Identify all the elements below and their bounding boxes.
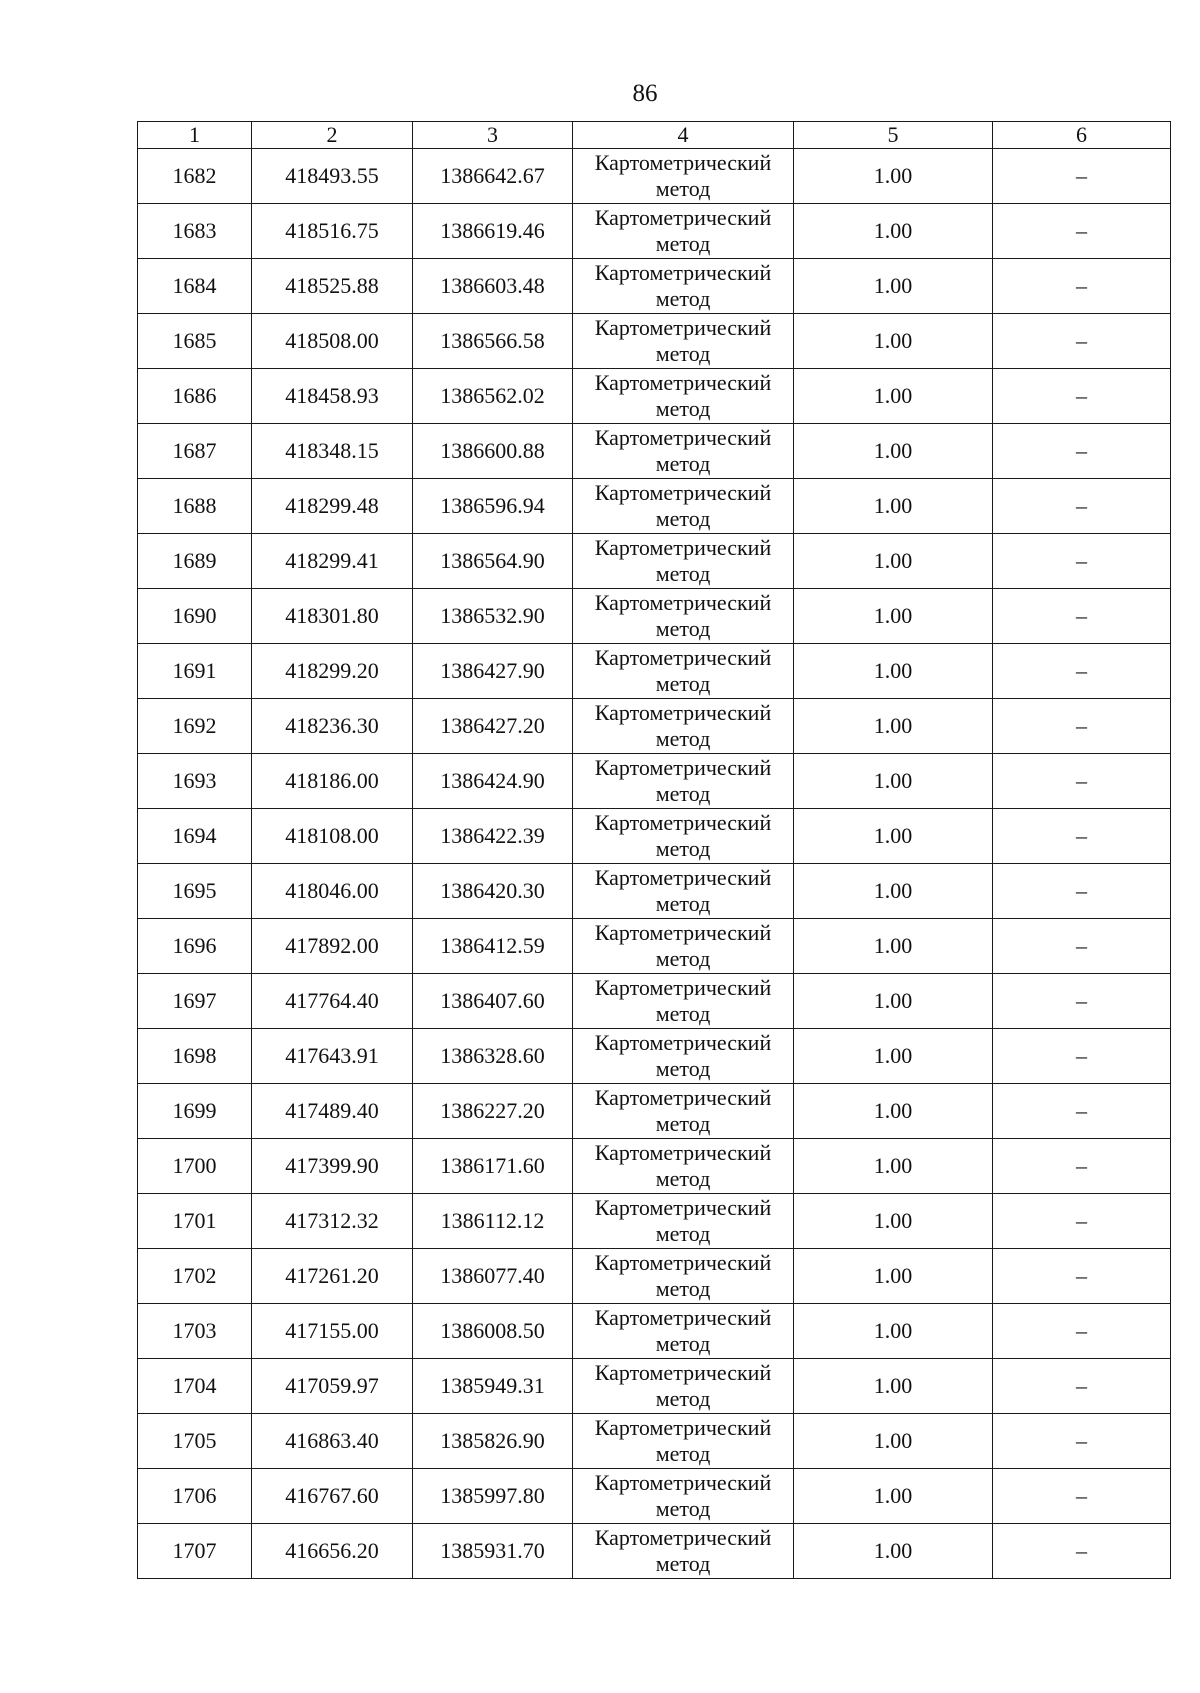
point-number-cell: 1707 xyxy=(138,1524,252,1579)
method-line-2: метод xyxy=(655,836,711,861)
method-line-1: Картометрический xyxy=(594,1250,772,1275)
x-coordinate-cell: 417261.20 xyxy=(252,1249,413,1304)
point-number-cell: 1686 xyxy=(138,369,252,424)
table-row xyxy=(138,369,1171,424)
y-coordinate-cell: 1386642.67 xyxy=(413,149,573,204)
accuracy-cell: 1.00 xyxy=(794,314,993,369)
y-coordinate-cell: 1386603.48 xyxy=(413,259,573,314)
note-cell xyxy=(993,1359,1171,1414)
page-number: 86 xyxy=(632,80,658,107)
note-cell xyxy=(993,1524,1171,1579)
note-dash: – xyxy=(1076,768,1087,793)
table-header xyxy=(138,122,1171,149)
note-cell xyxy=(993,589,1171,644)
table-row xyxy=(138,1304,1171,1359)
point-number-cell: 1688 xyxy=(138,479,252,534)
header-col-4: 4 xyxy=(573,122,794,149)
y-coordinate-cell: 1386600.88 xyxy=(413,424,573,479)
y-coordinate-cell: 1386420.30 xyxy=(413,864,573,919)
method-line-2: метод xyxy=(655,1276,711,1301)
y-coordinate-cell: 1386422.39 xyxy=(413,809,573,864)
accuracy-cell: 1.00 xyxy=(794,1414,993,1469)
method-cell xyxy=(573,314,794,369)
point-number-cell: 1691 xyxy=(138,644,252,699)
method-cell xyxy=(573,1029,794,1084)
x-coordinate-cell: 417489.40 xyxy=(252,1084,413,1139)
note-dash: – xyxy=(1076,1098,1087,1123)
note-dash: – xyxy=(1076,1428,1087,1453)
note-cell xyxy=(993,644,1171,699)
accuracy-cell: 1.00 xyxy=(794,754,993,809)
method-line-2: метод xyxy=(655,231,711,256)
y-coordinate-cell: 1386112.12 xyxy=(413,1194,573,1249)
method-line-1: Картометрический xyxy=(594,590,772,615)
y-coordinate-cell: 1386227.20 xyxy=(413,1084,573,1139)
point-number-cell: 1684 xyxy=(138,259,252,314)
method-cell xyxy=(573,644,794,699)
note-dash: – xyxy=(1076,713,1087,738)
y-coordinate-cell: 1385997.80 xyxy=(413,1469,573,1524)
x-coordinate-cell: 418516.75 xyxy=(252,204,413,259)
note-dash: – xyxy=(1076,328,1087,353)
method-line-1: Картометрический xyxy=(594,755,772,780)
x-coordinate-cell: 418493.55 xyxy=(252,149,413,204)
method-line-1: Картометрический xyxy=(594,1415,772,1440)
note-cell xyxy=(993,1249,1171,1304)
x-coordinate-cell: 418458.93 xyxy=(252,369,413,424)
y-coordinate-cell: 1386427.20 xyxy=(413,699,573,754)
accuracy-cell: 1.00 xyxy=(794,864,993,919)
method-cell xyxy=(573,754,794,809)
note-dash: – xyxy=(1076,1318,1087,1343)
accuracy-cell: 1.00 xyxy=(794,424,993,479)
point-number-cell: 1685 xyxy=(138,314,252,369)
method-cell xyxy=(573,1304,794,1359)
method-line-1: Картометрический xyxy=(594,260,772,285)
x-coordinate-cell: 418299.20 xyxy=(252,644,413,699)
y-coordinate-cell: 1386008.50 xyxy=(413,1304,573,1359)
accuracy-cell: 1.00 xyxy=(794,1359,993,1414)
method-line-2: метод xyxy=(655,781,711,806)
x-coordinate-cell: 417643.91 xyxy=(252,1029,413,1084)
method-line-1: Картометрический xyxy=(594,150,772,175)
method-cell xyxy=(573,589,794,644)
method-line-1: Картометрический xyxy=(594,1470,772,1495)
method-line-1: Картометрический xyxy=(594,975,772,1000)
method-line-2: метод xyxy=(655,1496,711,1521)
accuracy-cell: 1.00 xyxy=(794,644,993,699)
accuracy-cell: 1.00 xyxy=(794,974,993,1029)
method-line-1: Картометрический xyxy=(594,425,772,450)
header-col-5: 5 xyxy=(794,122,993,149)
note-dash: – xyxy=(1076,438,1087,463)
x-coordinate-cell: 416767.60 xyxy=(252,1469,413,1524)
accuracy-cell: 1.00 xyxy=(794,1029,993,1084)
method-cell xyxy=(573,204,794,259)
note-dash: – xyxy=(1076,383,1087,408)
table-row xyxy=(138,1469,1171,1524)
method-line-2: метод xyxy=(655,1111,711,1136)
method-line-2: метод xyxy=(655,286,711,311)
table-row xyxy=(138,1029,1171,1084)
point-number-cell: 1690 xyxy=(138,589,252,644)
accuracy-cell: 1.00 xyxy=(794,534,993,589)
note-cell xyxy=(993,424,1171,479)
method-line-2: метод xyxy=(655,341,711,366)
method-line-2: метод xyxy=(655,726,711,751)
note-cell xyxy=(993,369,1171,424)
method-line-2: метод xyxy=(655,891,711,916)
method-cell xyxy=(573,369,794,424)
method-cell xyxy=(573,1414,794,1469)
note-cell xyxy=(993,1304,1171,1359)
accuracy-cell: 1.00 xyxy=(794,259,993,314)
y-coordinate-cell: 1386328.60 xyxy=(413,1029,573,1084)
method-line-1: Картометрический xyxy=(594,865,772,890)
table-row xyxy=(138,204,1171,259)
method-cell xyxy=(573,424,794,479)
method-line-2: метод xyxy=(655,1551,711,1576)
method-cell xyxy=(573,809,794,864)
note-cell xyxy=(993,919,1171,974)
method-line-1: Картометрический xyxy=(594,1360,772,1385)
note-dash: – xyxy=(1076,878,1087,903)
method-line-2: метод xyxy=(655,176,711,201)
accuracy-cell: 1.00 xyxy=(794,369,993,424)
point-number-cell: 1703 xyxy=(138,1304,252,1359)
method-cell xyxy=(573,149,794,204)
note-dash: – xyxy=(1076,823,1087,848)
note-dash: – xyxy=(1076,988,1087,1013)
table-row xyxy=(138,424,1171,479)
method-line-2: метод xyxy=(655,1331,711,1356)
table-row xyxy=(138,534,1171,589)
method-line-1: Картометрический xyxy=(594,205,772,230)
accuracy-cell: 1.00 xyxy=(794,1249,993,1304)
method-line-1: Картометрический xyxy=(594,1030,772,1055)
y-coordinate-cell: 1386427.90 xyxy=(413,644,573,699)
note-cell xyxy=(993,1194,1171,1249)
method-line-1: Картометрический xyxy=(594,535,772,560)
x-coordinate-cell: 417399.90 xyxy=(252,1139,413,1194)
method-line-1: Картометрический xyxy=(594,920,772,945)
y-coordinate-cell: 1386566.58 xyxy=(413,314,573,369)
note-cell xyxy=(993,1414,1171,1469)
method-line-1: Картометрический xyxy=(594,700,772,725)
method-cell xyxy=(573,1524,794,1579)
note-dash: – xyxy=(1076,1538,1087,1563)
point-number-cell: 1687 xyxy=(138,424,252,479)
note-dash: – xyxy=(1076,933,1087,958)
note-cell xyxy=(993,809,1171,864)
accuracy-cell: 1.00 xyxy=(794,1524,993,1579)
y-coordinate-cell: 1386562.02 xyxy=(413,369,573,424)
header-row xyxy=(138,122,1171,149)
method-line-1: Картометрический xyxy=(594,1140,772,1165)
method-cell xyxy=(573,919,794,974)
table-row xyxy=(138,754,1171,809)
method-line-2: метод xyxy=(655,1386,711,1411)
y-coordinate-cell: 1386596.94 xyxy=(413,479,573,534)
table-row xyxy=(138,864,1171,919)
y-coordinate-cell: 1385931.70 xyxy=(413,1524,573,1579)
table-row xyxy=(138,809,1171,864)
y-coordinate-cell: 1386077.40 xyxy=(413,1249,573,1304)
note-cell xyxy=(993,479,1171,534)
method-line-1: Картометрический xyxy=(594,370,772,395)
accuracy-cell: 1.00 xyxy=(794,1304,993,1359)
x-coordinate-cell: 418046.00 xyxy=(252,864,413,919)
table-row xyxy=(138,1194,1171,1249)
coordinates-table xyxy=(137,121,1171,1579)
y-coordinate-cell: 1386407.60 xyxy=(413,974,573,1029)
point-number-cell: 1700 xyxy=(138,1139,252,1194)
method-line-2: метод xyxy=(655,561,711,586)
method-line-2: метод xyxy=(655,946,711,971)
point-number-cell: 1694 xyxy=(138,809,252,864)
y-coordinate-cell: 1386619.46 xyxy=(413,204,573,259)
accuracy-cell: 1.00 xyxy=(794,1194,993,1249)
point-number-cell: 1689 xyxy=(138,534,252,589)
table-body xyxy=(138,149,1171,1579)
x-coordinate-cell: 418525.88 xyxy=(252,259,413,314)
x-coordinate-cell: 417764.40 xyxy=(252,974,413,1029)
method-cell xyxy=(573,699,794,754)
x-coordinate-cell: 417892.00 xyxy=(252,919,413,974)
method-cell xyxy=(573,479,794,534)
method-line-1: Картометрический xyxy=(594,1305,772,1330)
point-number-cell: 1682 xyxy=(138,149,252,204)
method-line-1: Картометрический xyxy=(594,480,772,505)
point-number-cell: 1701 xyxy=(138,1194,252,1249)
note-dash: – xyxy=(1076,603,1087,628)
x-coordinate-cell: 418236.30 xyxy=(252,699,413,754)
note-cell xyxy=(993,699,1171,754)
method-line-2: метод xyxy=(655,506,711,531)
point-number-cell: 1705 xyxy=(138,1414,252,1469)
note-cell xyxy=(993,1029,1171,1084)
accuracy-cell: 1.00 xyxy=(794,699,993,754)
note-dash: – xyxy=(1076,1263,1087,1288)
x-coordinate-cell: 418508.00 xyxy=(252,314,413,369)
x-coordinate-cell: 418186.00 xyxy=(252,754,413,809)
note-cell xyxy=(993,974,1171,1029)
method-cell xyxy=(573,864,794,919)
point-number-cell: 1683 xyxy=(138,204,252,259)
method-line-2: метод xyxy=(655,1441,711,1466)
note-cell xyxy=(993,534,1171,589)
method-cell xyxy=(573,1359,794,1414)
table-row xyxy=(138,919,1171,974)
method-line-1: Картометрический xyxy=(594,315,772,340)
method-cell xyxy=(573,974,794,1029)
note-dash: – xyxy=(1076,1208,1087,1233)
y-coordinate-cell: 1386564.90 xyxy=(413,534,573,589)
method-line-2: метод xyxy=(655,1166,711,1191)
method-line-2: метод xyxy=(655,1056,711,1081)
point-number-cell: 1693 xyxy=(138,754,252,809)
accuracy-cell: 1.00 xyxy=(794,919,993,974)
x-coordinate-cell: 418301.80 xyxy=(252,589,413,644)
y-coordinate-cell: 1386171.60 xyxy=(413,1139,573,1194)
note-cell xyxy=(993,314,1171,369)
table-row xyxy=(138,1139,1171,1194)
accuracy-cell: 1.00 xyxy=(794,1084,993,1139)
note-dash: – xyxy=(1076,548,1087,573)
x-coordinate-cell: 416863.40 xyxy=(252,1414,413,1469)
accuracy-cell: 1.00 xyxy=(794,204,993,259)
point-number-cell: 1706 xyxy=(138,1469,252,1524)
method-line-2: метод xyxy=(655,671,711,696)
method-cell xyxy=(573,1469,794,1524)
method-line-2: метод xyxy=(655,1001,711,1026)
method-cell xyxy=(573,1084,794,1139)
accuracy-cell: 1.00 xyxy=(794,589,993,644)
table-row xyxy=(138,1414,1171,1469)
method-cell xyxy=(573,1249,794,1304)
y-coordinate-cell: 1386532.90 xyxy=(413,589,573,644)
table-row xyxy=(138,1359,1171,1414)
table-row xyxy=(138,314,1171,369)
point-number-cell: 1704 xyxy=(138,1359,252,1414)
point-number-cell: 1695 xyxy=(138,864,252,919)
point-number-cell: 1698 xyxy=(138,1029,252,1084)
table-row xyxy=(138,259,1171,314)
y-coordinate-cell: 1385949.31 xyxy=(413,1359,573,1414)
note-dash: – xyxy=(1076,658,1087,683)
accuracy-cell: 1.00 xyxy=(794,149,993,204)
note-cell xyxy=(993,149,1171,204)
note-dash: – xyxy=(1076,1153,1087,1178)
header-col-2: 2 xyxy=(252,122,413,149)
table-row xyxy=(138,1084,1171,1139)
point-number-cell: 1699 xyxy=(138,1084,252,1139)
method-cell xyxy=(573,1194,794,1249)
header-col-3: 3 xyxy=(413,122,573,149)
point-number-cell: 1696 xyxy=(138,919,252,974)
note-dash: – xyxy=(1076,218,1087,243)
x-coordinate-cell: 418299.41 xyxy=(252,534,413,589)
note-cell xyxy=(993,1139,1171,1194)
method-line-2: метод xyxy=(655,396,711,421)
table-row xyxy=(138,699,1171,754)
method-line-2: метод xyxy=(655,1221,711,1246)
note-cell xyxy=(993,754,1171,809)
method-line-1: Картометрический xyxy=(594,810,772,835)
note-dash: – xyxy=(1076,1043,1087,1068)
y-coordinate-cell: 1386412.59 xyxy=(413,919,573,974)
note-cell xyxy=(993,204,1171,259)
x-coordinate-cell: 418348.15 xyxy=(252,424,413,479)
table-row xyxy=(138,644,1171,699)
point-number-cell: 1702 xyxy=(138,1249,252,1304)
method-cell xyxy=(573,259,794,314)
note-cell xyxy=(993,864,1171,919)
point-number-cell: 1697 xyxy=(138,974,252,1029)
accuracy-cell: 1.00 xyxy=(794,809,993,864)
note-cell xyxy=(993,1469,1171,1524)
x-coordinate-cell: 417155.00 xyxy=(252,1304,413,1359)
note-dash: – xyxy=(1076,1373,1087,1398)
note-dash: – xyxy=(1076,163,1087,188)
x-coordinate-cell: 417059.97 xyxy=(252,1359,413,1414)
note-dash: – xyxy=(1076,273,1087,298)
method-line-2: метод xyxy=(655,616,711,641)
x-coordinate-cell: 418108.00 xyxy=(252,809,413,864)
table-row xyxy=(138,974,1171,1029)
x-coordinate-cell: 417312.32 xyxy=(252,1194,413,1249)
y-coordinate-cell: 1386424.90 xyxy=(413,754,573,809)
method-line-1: Картометрический xyxy=(594,1195,772,1220)
x-coordinate-cell: 418299.48 xyxy=(252,479,413,534)
table-row xyxy=(138,589,1171,644)
table-row xyxy=(138,1524,1171,1579)
header-col-1: 1 xyxy=(138,122,252,149)
point-number-cell: 1692 xyxy=(138,699,252,754)
method-line-2: метод xyxy=(655,451,711,476)
note-dash: – xyxy=(1076,493,1087,518)
note-cell xyxy=(993,1084,1171,1139)
method-cell xyxy=(573,1139,794,1194)
method-line-1: Картометрический xyxy=(594,1085,772,1110)
table-row xyxy=(138,479,1171,534)
method-line-1: Картометрический xyxy=(594,1525,772,1550)
x-coordinate-cell: 416656.20 xyxy=(252,1524,413,1579)
header-col-6: 6 xyxy=(993,122,1171,149)
table-row xyxy=(138,149,1171,204)
note-dash: – xyxy=(1076,1483,1087,1508)
accuracy-cell: 1.00 xyxy=(794,479,993,534)
y-coordinate-cell: 1385826.90 xyxy=(413,1414,573,1469)
accuracy-cell: 1.00 xyxy=(794,1139,993,1194)
note-cell xyxy=(993,259,1171,314)
table-row xyxy=(138,1249,1171,1304)
method-line-1: Картометрический xyxy=(594,645,772,670)
accuracy-cell: 1.00 xyxy=(794,1469,993,1524)
method-cell xyxy=(573,534,794,589)
